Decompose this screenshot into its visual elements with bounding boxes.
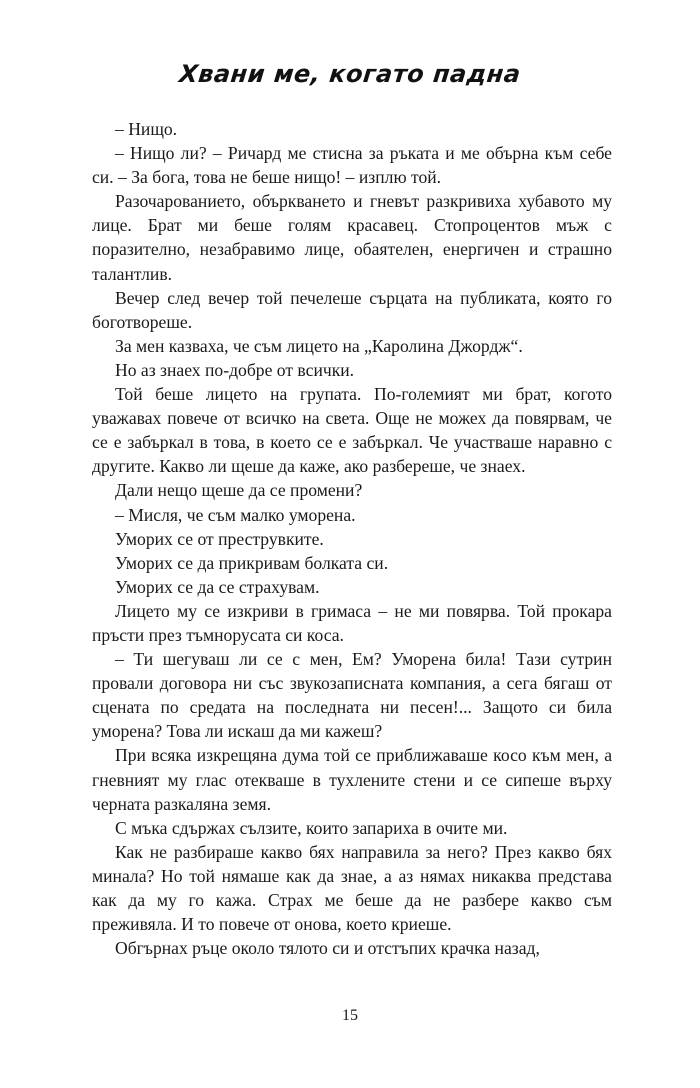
paragraph: – Нищо. <box>115 119 178 139</box>
body-text <box>92 117 612 960</box>
running-title: Хвани ме, когато падна <box>177 60 523 88</box>
paragraph: – Ти шегуваш ли се с мен, Ем? Уморена била! Тази сутрин провали договора ни със звукозаписната компания, а сега бягаш от сцената по средата на последната ни песен!... Защото си била уморена? Това ли искаш да ми кажеш? <box>92 649 612 742</box>
paragraph: Как не разбираше какво бях направила за него? През какво бях минала? Но той нямаше как да знае, а аз нямах никаква представа как да му го кажа. Страх ме беше да не разбере какво съм преживяла. И то повече от онова, което криеше. <box>92 841 612 935</box>
paragraph: Разочарованието, объркването и гневът разкривиха хубавото му лице. Брат ми беше голям красавец. Стопроцентов мъж с поразително, незабравимо лице, обаятелен, енергичен и страшно талантлив. <box>92 191 612 284</box>
paragraph: Дали нещо щеше да се промени? <box>115 480 363 501</box>
paragraph: Лицето му се изкриви в гримаса – не ми повярва. Той прокара пръсти през тъмнорусата си коса. <box>92 600 612 645</box>
paragraph: Но аз знаех по-добре от всички. <box>115 359 355 380</box>
paragraph: Уморих се да прикривам болката си. <box>115 552 389 573</box>
paragraph: При всяка изкрещяна дума той се приближаваше косо към мен, а гневният му глас отекваше в тухлените стени и се сипеше върху черната разкаляна земя. <box>92 745 612 814</box>
paragraph: Обгърнах ръце около тялото си и отстъпих крачка назад, <box>115 938 540 959</box>
paragraph: Вечер след вечер той печелеше сърцата на публиката, която го боготвореше. <box>92 287 612 332</box>
paragraph: Той беше лицето на групата. По-големият ми брат, когото уважавах повече от всичко на света. Още не можех да повярвам, че се е забъркал в това, в което се е забъркал. Че участваше наравно с другите. Какво ли щеше да каже, ако разбереше, че знаех. <box>92 384 612 477</box>
paragraph: С мъка сдържах сълзите, които запариха в очите ми. <box>115 817 508 838</box>
paragraph: Уморих се от преструвките. <box>115 528 324 549</box>
paragraph: За мен казваха, че съм лицето на „Каролина Джордж“. <box>115 335 523 356</box>
paragraph: – Нищо ли? – Ричард ме стисна за ръката и ме обърна към себе си. – За бога, това не беше нищо! – изплю той. <box>92 143 612 188</box>
paragraph: – Мисля, че съм малко уморена. <box>115 504 356 525</box>
paragraph: Уморих се да се страхувам. <box>115 576 320 597</box>
page-number: 15 <box>342 1007 358 1024</box>
